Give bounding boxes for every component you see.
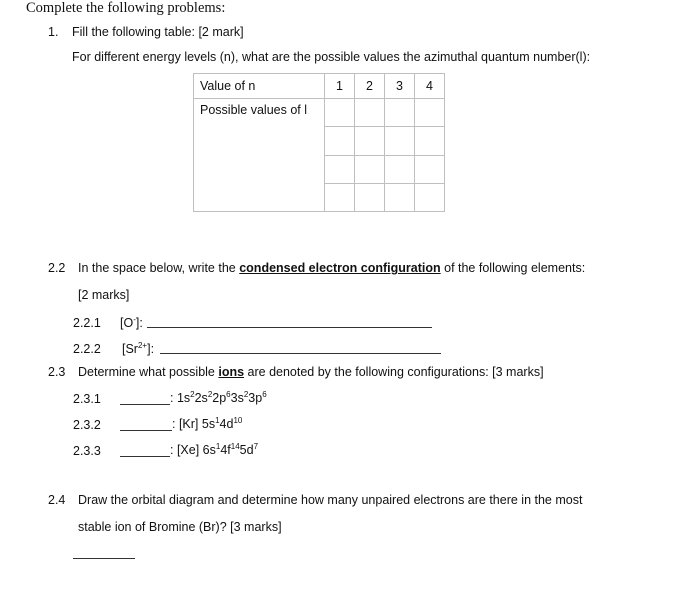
table-cell[interactable]	[325, 155, 355, 183]
table-header-n4: 4	[415, 74, 445, 99]
q221-species	[120, 316, 143, 330]
q23-text-after: are denoted by the following configurations: [3 marks]	[244, 365, 544, 379]
table-cell[interactable]	[325, 127, 355, 155]
q232-answer-line[interactable]	[120, 430, 172, 431]
config-exponent: 6	[226, 389, 231, 399]
config-exponent: 2	[243, 389, 249, 399]
q222-answer-line[interactable]	[160, 353, 441, 354]
q22-text-before: In the space below, write the	[78, 261, 240, 275]
config-part: 2s	[194, 391, 208, 405]
q23-text-before: Determine what possible	[78, 365, 219, 379]
table-row	[194, 74, 445, 99]
q232-config	[172, 417, 242, 431]
q231-config	[170, 391, 267, 405]
q231-number: 2.3.1	[73, 392, 101, 406]
config-exponent: 1	[215, 441, 221, 451]
q22-number: 2.2	[48, 261, 66, 275]
table-cell[interactable]	[355, 99, 385, 127]
config-part: 4d	[219, 417, 234, 431]
q233-config	[170, 443, 258, 457]
q24-answer-line[interactable]	[73, 558, 135, 559]
table-cell[interactable]	[385, 183, 415, 211]
q24-text-line2: stable ion of Bromine (Br)? [3 marks]	[78, 520, 282, 534]
config-part: 3s	[230, 391, 244, 405]
config-exponent: 10	[233, 415, 243, 425]
q222-species	[122, 342, 154, 356]
q1-title: Fill the following table: [2 mark]	[72, 25, 244, 39]
table-cell[interactable]	[325, 99, 355, 127]
quantum-number-table	[193, 73, 445, 212]
q1-prompt: For different energy levels (n), what are the possible values the azimuthal quantum number(l):	[72, 50, 591, 64]
q232-prefix: :	[172, 417, 179, 431]
table-cell[interactable]	[325, 183, 355, 211]
table-row	[194, 99, 445, 127]
config-exponent: 1	[215, 415, 220, 425]
table-row-label-l: Possible values of l	[194, 99, 325, 212]
q233-number: 2.3.3	[73, 444, 101, 458]
q221-species-charge: -	[133, 314, 136, 324]
table-cell[interactable]	[385, 99, 415, 127]
table-cell[interactable]	[415, 183, 445, 211]
table-cell[interactable]	[385, 127, 415, 155]
q233-prefix: :	[170, 443, 177, 457]
q23-text-emphasis: ions	[218, 365, 245, 379]
table-cell[interactable]	[355, 155, 385, 183]
table-cell[interactable]	[385, 155, 415, 183]
q1-number: 1.	[48, 25, 59, 39]
table-cell[interactable]	[415, 127, 445, 155]
config-part: 1s	[176, 391, 191, 405]
config-exponent: 7	[253, 441, 259, 451]
table-row-label-n: Value of n	[194, 74, 325, 99]
q22-marks: [2 marks]	[78, 288, 130, 302]
q23-number: 2.3	[48, 365, 66, 379]
q222-species-prefix: [Sr	[122, 342, 138, 356]
config-part: 2p	[212, 391, 227, 405]
table-cell[interactable]	[415, 155, 445, 183]
table-header-n1: 1	[325, 74, 355, 99]
config-part: 3p	[248, 391, 263, 405]
config-part: [Xe] 6s	[176, 443, 216, 457]
q221-answer-line[interactable]	[147, 327, 432, 328]
q232-number: 2.3.2	[73, 418, 101, 432]
q24-number: 2.4	[48, 493, 66, 507]
table-cell[interactable]	[355, 127, 385, 155]
config-exponent: 2	[190, 389, 195, 399]
q221-species-prefix: [O	[120, 316, 134, 330]
q221-species-suffix: ]:	[135, 316, 143, 330]
q221-number: 2.2.1	[73, 316, 101, 330]
q22-text-emphasis: condensed electron configuration	[239, 261, 441, 275]
q233-answer-line[interactable]	[120, 456, 170, 457]
q222-species-suffix: ]:	[147, 342, 155, 356]
config-exponent: 6	[262, 389, 267, 399]
q231-prefix: :	[170, 391, 177, 405]
config-exponent: 14	[230, 441, 240, 451]
q22-text	[78, 261, 585, 275]
table-header-n3: 3	[385, 74, 415, 99]
table-cell[interactable]	[355, 183, 385, 211]
table-header-n2: 2	[355, 74, 385, 99]
config-exponent: 2	[207, 389, 213, 399]
q222-number: 2.2.2	[73, 342, 101, 356]
page-title: Complete the following problems:	[26, 0, 226, 16]
config-part: 5d	[239, 443, 254, 457]
q22-text-after: of the following elements:	[440, 261, 586, 275]
q24-text-line1: Draw the orbital diagram and determine how many unpaired electrons are there in the most	[78, 493, 583, 507]
q231-answer-line[interactable]	[120, 404, 170, 405]
table-cell[interactable]	[415, 99, 445, 127]
q222-species-charge: 2+	[137, 340, 148, 350]
config-part: 4f	[220, 443, 231, 457]
config-part: [Kr] 5s	[178, 417, 216, 431]
q23-text	[78, 365, 544, 379]
